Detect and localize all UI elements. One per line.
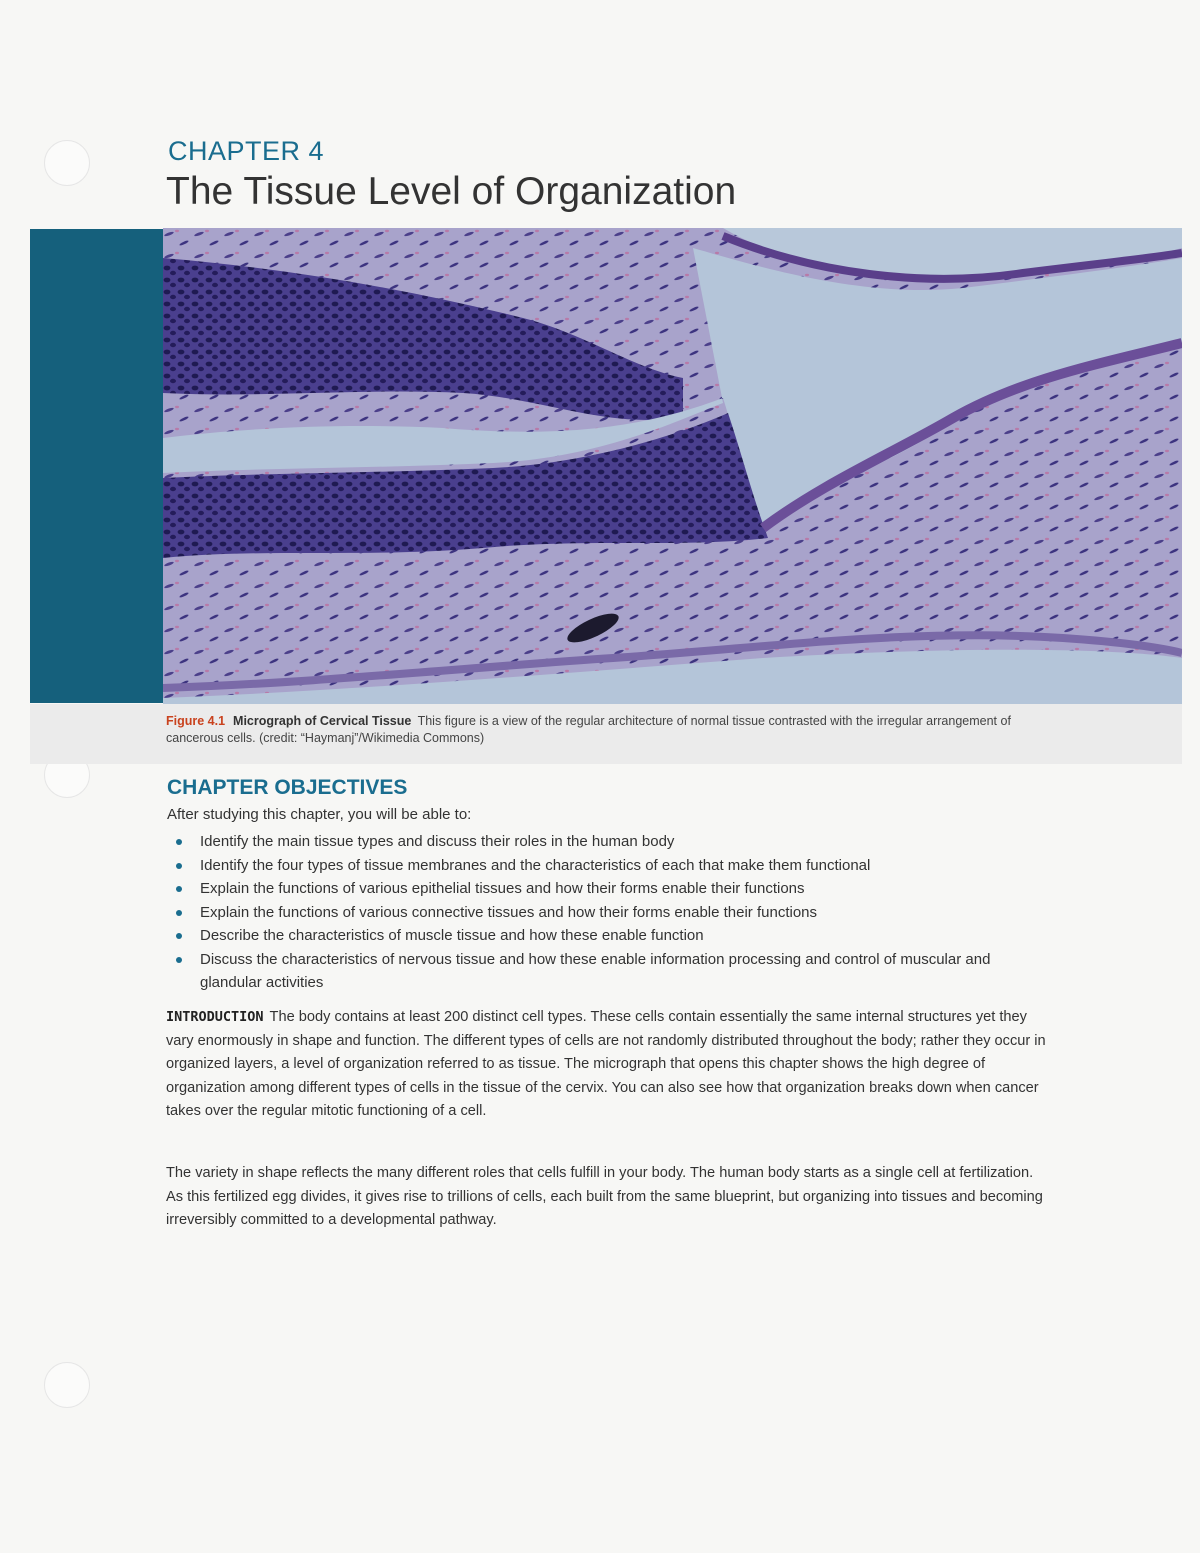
objectives-intro: After studying this chapter, you will be able to: [167,806,472,823]
micrograph-image [163,228,1182,704]
list-item: Identify the main tissue types and discuss their roles in the human body [167,830,1047,854]
objectives-heading: CHAPTER OBJECTIVES [167,776,408,799]
bullet-icon [176,886,182,892]
figure-caption [166,713,1046,747]
bullet-icon [176,863,182,869]
objectives-list [167,830,1047,995]
binder-hole-bottom [44,1362,90,1408]
figure-caption-text: This figure is a view of the regular architecture of normal tissue contrasted with the irregular arrangement of cancerous cells. (credit: “Haymanj”/Wikimedia Commons) [166,714,1011,745]
list-item: Explain the functions of various connective tissues and how their forms enable their functions [167,901,1047,925]
bullet-icon [176,933,182,939]
binder-hole-top [44,140,90,186]
figure-number: Figure 4.1 [166,714,226,728]
introduction-lead: INTRODUCTION [166,1009,264,1025]
chapter-label: CHAPTER 4 [168,136,325,166]
list-item: Describe the characteristics of muscle tissue and how these enable function [167,924,1047,948]
bullet-icon [176,839,182,845]
body-paragraph: The variety in shape reflects the many different roles that cells fulfill in your body. The human body starts as a single cell at fertilization. As this fertilized egg divides, it gives rise to trillions of cells, each built from the same blueprint, but organizing into tissues and becoming irreversibly committed to a developmental pathway. [166,1165,1043,1228]
chapter-accent-bar [30,229,163,703]
introduction-paragraph: INTRODUCTION The body contains at least 200 distinct cell types. These cells contain essentially the same internal structures yet they vary enormously in shape and function. The different types of cells are not randomly distributed throughout the body; rather they occur in organized layers, a level of organization referred to as tissue. The micrograph that opens this chapter shows the high degree of organization among different types of cells in the tissue of the cervix. You can also see how that organization breaks down when cancer takes over the regular mitotic functioning of a cell. [166,1009,1046,1119]
list-item: Discuss the characteristics of nervous tissue and how these enable information processing and control of muscular and glandular activities [167,948,1047,995]
list-item: Explain the functions of various epithelial tissues and how their forms enable their functions [167,877,1047,901]
chapter-title: The Tissue Level of Organization [166,170,737,213]
figure-title: Micrograph of Cervical Tissue [233,714,412,728]
list-item: Identify the four types of tissue membranes and the characteristics of each that make them functional [167,854,1047,878]
bullet-icon [176,910,182,916]
bullet-icon [176,957,182,963]
